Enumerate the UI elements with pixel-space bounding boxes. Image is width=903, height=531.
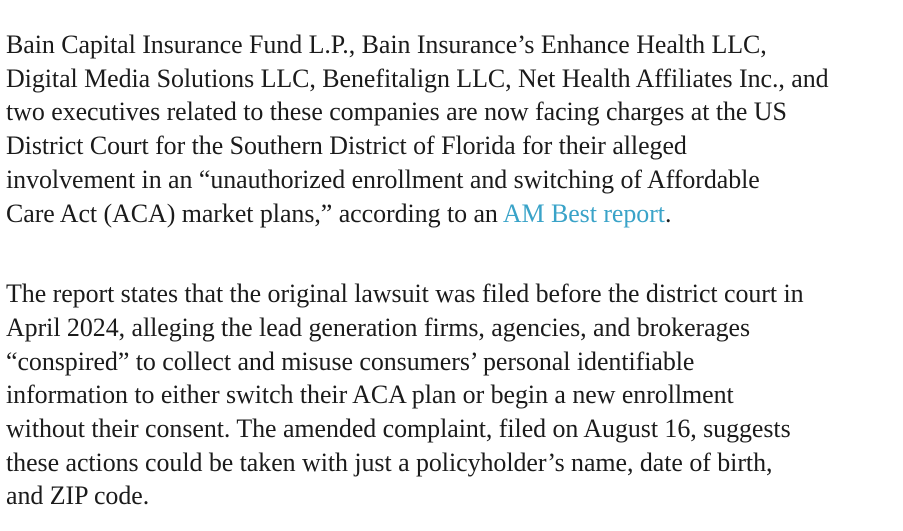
paragraph-1-line-6: [6, 197, 903, 231]
am-best-report-link[interactable]: AM Best report: [502, 198, 665, 228]
paragraph-2-line-6: these actions could be taken with just a policyholder’s name, date of birth,: [6, 447, 773, 477]
paragraph-2-line-5: without their consent. The amended complaint, filed on August 16, suggests: [6, 414, 791, 444]
paragraph-2-line-1: The report states that the original lawsuit was filed before the district court in: [6, 279, 804, 309]
paragraph-1-line-5: involvement in an “unauthorized enrollment and switching of Affordable: [6, 164, 760, 194]
paragraph-1-line-2: Digital Media Solutions LLC, Benefitalign LLC, Net Health Affiliates Inc., and: [6, 63, 829, 93]
paragraph-1-line-6-text: Care Act (ACA) market plans,” according to an: [6, 198, 503, 228]
paragraph-2-line-2: April 2024, alleging the lead generation firms, agencies, and brokerages: [6, 312, 751, 342]
paragraph-1-line-1: Bain Capital Insurance Fund L.P., Bain Insurance’s Enhance Health LLC,: [6, 30, 767, 59]
paragraph-1: [6, 28, 903, 230]
paragraph-2-line-4: information to either switch their ACA plan or begin a new enrollment: [6, 380, 734, 410]
paragraph-2-line-7: and ZIP code.: [6, 481, 150, 511]
paragraph-1-line-6-end: .: [664, 198, 672, 228]
paragraph-1-line-4: District Court for the Southern District of Florida for their alleged: [6, 131, 687, 161]
paragraph-2-line-3: “conspired” to collect and misuse consumers’ personal identifiable: [6, 346, 695, 376]
paragraph-1-line-3: two executives related to these companies are now facing charges at the US: [6, 97, 787, 127]
paragraph-2: [6, 277, 903, 513]
